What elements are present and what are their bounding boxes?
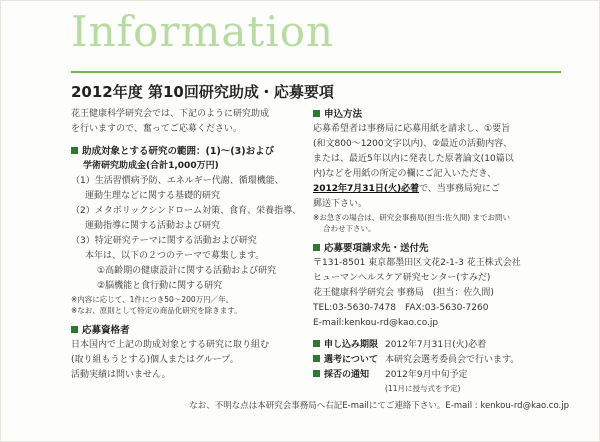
section-heading-scope: 助成対象とする研究の範囲：(1)〜(3)および [71,144,299,159]
application-line: または、最近5年以内に発表した原著論文(10篇以 [313,154,514,164]
schedule-note: (11月に授与式を予定) [385,384,461,393]
note: 合わせ下さい。 [323,224,376,233]
heading-divider [71,71,561,73]
section-heading-eligibility: 応募資格者 [71,323,299,338]
square-bullet-icon [71,326,78,333]
square-bullet-icon [313,355,320,362]
list-item: 本年は、以下の２つのテーマで募集します。 [85,251,265,261]
list-item: （2）メタボリックシンドローム対策、食育、栄養指導、 [71,206,302,216]
list-item: 運動生理などに関する基礎的研究 [85,191,221,201]
application-line: 応募希望者は事務局に応募用紙を請求し、①要旨 [313,124,511,134]
list-item: （3）特定研究テーマに関する活動および研究 [71,236,257,246]
footer-contact-note: なお、不明な点は本研究会事務局へ右記E-mailにてご連絡下さい。E-mail : kenkou-rd@kao.co.jp [189,401,569,411]
contact-email: E-mail:kenkou-rd@kao.co.jp [313,318,439,328]
schedule-row: 申し込み期限 2012年7月31日(火)必着 [313,338,563,353]
note: ※お急ぎの場合は、研究会事務局(担当:佐久間) までお問い [313,213,511,222]
list-item: ②脳機能と食行動に関する研究 [97,281,223,291]
section-heading-contact: 応募要項請求先・送付先 [313,241,563,256]
contact-line: 花王健康科学研究会 事務局 (担当：佐久間) [313,288,494,298]
note: ※内容に応じて、1件につき50〜200万円／年。 [71,295,234,304]
section-heading-application: 申込方法 [313,107,563,122]
information-heading: Information [71,7,335,56]
application-line: 内)などを用紙の所定の欄にご記入いただき、 [313,169,497,179]
note: ※なお、原則として特定の商品化研究を除きます。 [71,306,242,315]
square-bullet-icon [313,110,320,117]
schedule-row: 採否の通知 2012年9月中旬予定 [313,368,563,383]
intro-line: を行いますので、奮ってご応募ください。 [71,124,242,134]
right-column [313,107,563,394]
page-title: 2012年度 第10回研究助成・応募要項 [71,83,334,101]
contact-line: ヒューマンヘルスケア研究センター(すみだ) [313,273,491,283]
list-item: 運動指導に関する活動および研究 [85,221,221,231]
square-bullet-icon [313,370,320,377]
application-line: 郵送下さい。 [313,199,368,209]
list-item: ①高齢期の健康設計に関する活動および研究 [97,266,277,276]
eligibility-line: 日本国内で上記の助成対象とする研究に取り組む [71,340,270,350]
contact-line: TEL:03-5630-7478 FAX:03-5630-7260 [313,303,489,313]
deadline-emphasis: 2012年7月31日(火)必着 [313,184,420,194]
intro-line: 花王健康科学研究会では、下記のように研究助成 [71,109,270,119]
section-subheading: 学術研究助成金(合計1,000万円) [83,161,219,171]
square-bullet-icon [71,147,78,154]
eligibility-line: 活動実績は問いません。 [71,370,171,380]
square-bullet-icon [313,244,320,251]
application-deadline-line: 2012年7月31日(火)必着で、当事務局宛にご [313,184,500,194]
left-column [71,107,302,383]
eligibility-line: (取り組もうとする)個人またはグループ。 [71,355,239,365]
square-bullet-icon [313,340,320,347]
contact-line: 〒131-8501 東京都墨田区文花2-1-3 花王株式会社 [313,258,521,268]
application-line: (和文800〜1200文字以内)、②最近の活動内容、 [313,139,513,149]
list-item: （1）生活習慣病予防、エネルギー代謝、循環機能、 [71,176,284,186]
schedule-row: 選考について 本研究会選考委員会で行います。 [313,353,563,368]
